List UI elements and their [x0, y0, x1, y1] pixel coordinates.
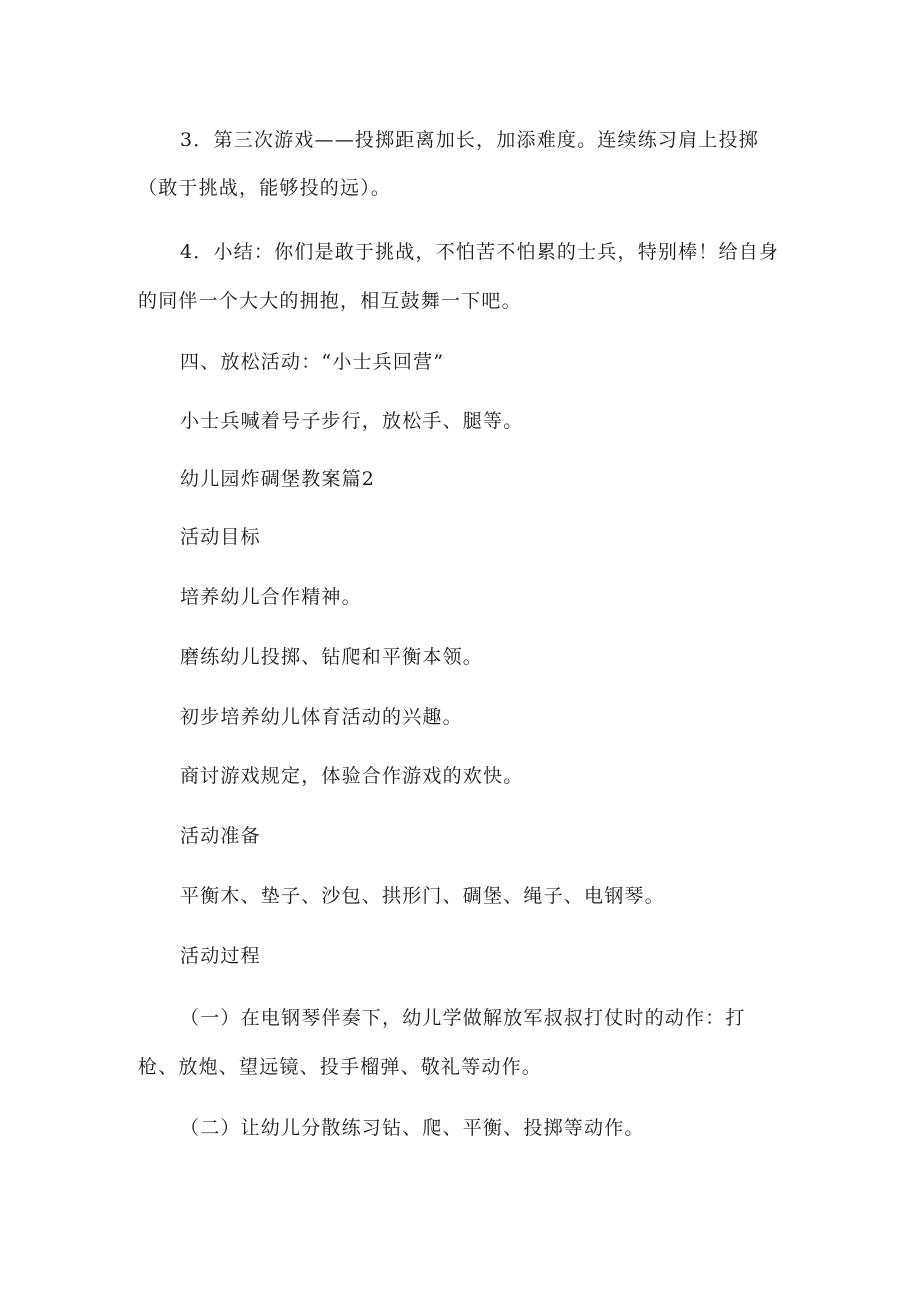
goal-item-3: 初步培养幼儿体育活动的兴趣。	[180, 706, 463, 728]
heading-activity-prep: 活动准备	[180, 825, 261, 847]
paragraph-1-line-2: （敢于挑战，能够投的远）。	[138, 177, 392, 199]
paragraph-1-line-1: 3．第三次游戏——投掷距离加长，加添难度。连续练习肩上投掷	[180, 129, 759, 151]
heading-activity-goals: 活动目标	[180, 526, 261, 548]
heading-activity-process: 活动过程	[180, 945, 261, 967]
paragraph-2-line-2: 的同伴一个大大的拥抱，相互鼓舞一下吧。	[138, 290, 522, 312]
process-step-1-line-2: 枪、放炮、望远镜、投手榴弹、敬礼等动作。	[138, 1056, 543, 1078]
section-heading-relax: 四、放松活动：“小士兵回营”	[180, 351, 445, 373]
lesson-title: 幼儿园炸碉堡教案篇2	[180, 468, 376, 490]
prep-materials: 平衡木、垫子、沙包、拱形门、碉堡、绳子、电钢琴。	[180, 885, 665, 907]
process-step-2: （二）让幼儿分散练习钻、爬、平衡、投掷等动作。	[180, 1117, 645, 1139]
goal-item-1: 培养幼儿合作精神。	[180, 586, 362, 608]
paragraph-2-line-1: 4．小结：你们是敢于挑战，不怕苦不怕累的士兵，特别棒！给自身	[180, 241, 780, 263]
goal-item-4: 商讨游戏规定，体验合作游戏的欢快。	[180, 765, 524, 787]
goal-item-2: 磨练幼儿投掷、钻爬和平衡本领。	[180, 646, 484, 668]
process-step-1-line-1: （一）在电钢琴伴奏下，幼儿学做解放军叔叔打仗时的动作：打	[180, 1007, 746, 1029]
paragraph-relax-detail: 小士兵喊着号子步行，放松手、腿等。	[180, 410, 524, 432]
